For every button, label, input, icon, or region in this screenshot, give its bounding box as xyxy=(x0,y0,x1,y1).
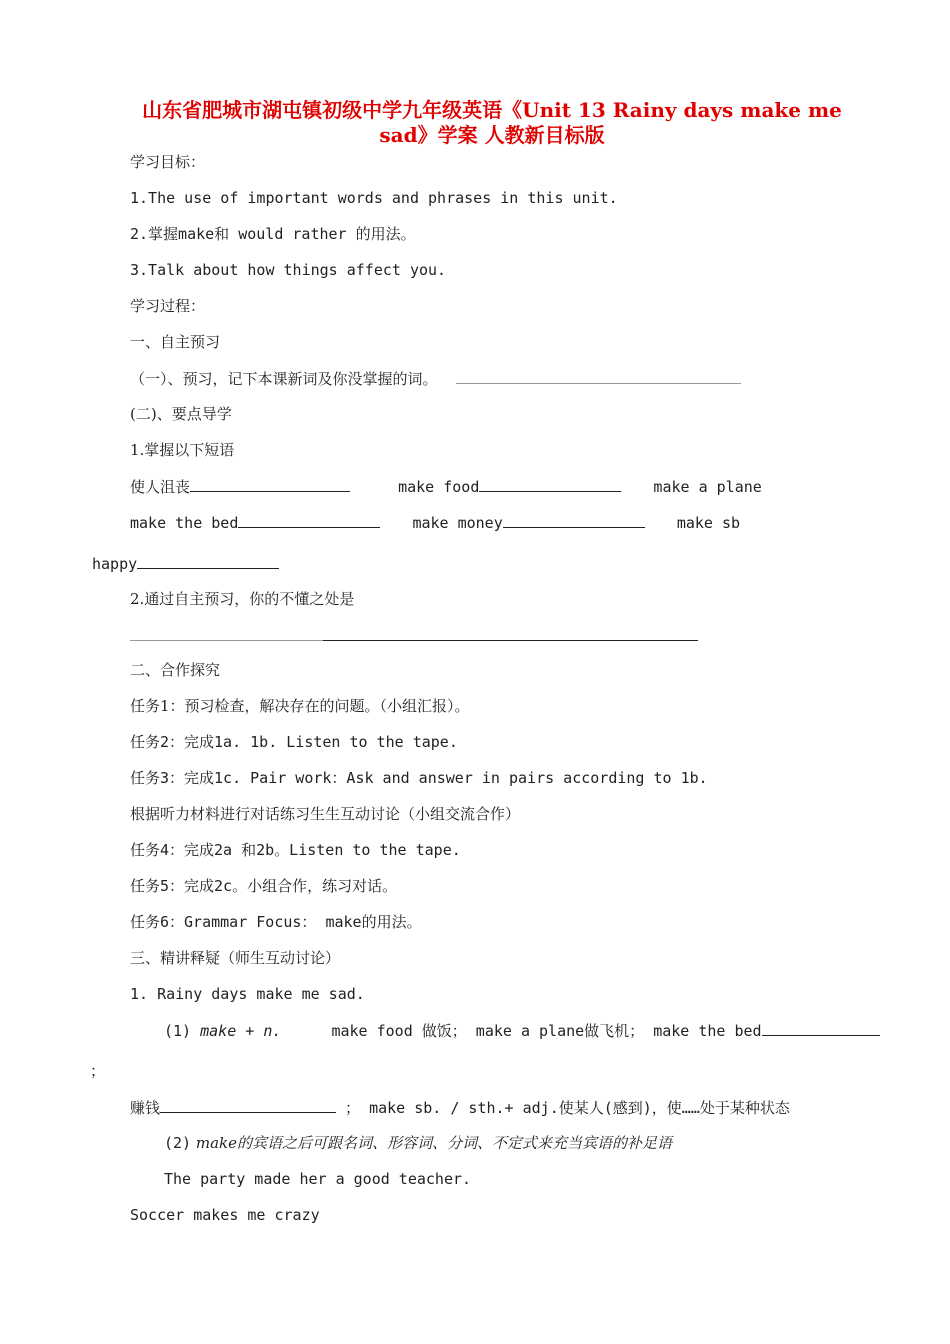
make-complement-row xyxy=(164,1133,672,1153)
sub1-formula: make + n. xyxy=(200,1022,282,1040)
key-points-heading: (二)、要点导学 xyxy=(130,405,232,423)
phrase-make-bed: make the bed xyxy=(130,514,239,532)
phrase-upset-blank[interactable] xyxy=(190,476,350,492)
phrase-make-bed-blank[interactable] xyxy=(238,512,380,528)
process-heading: 学习过程： xyxy=(130,297,206,315)
make-bed-blank[interactable] xyxy=(762,1020,880,1036)
section-self-study: 一、自主预习 xyxy=(130,333,221,351)
task-1: 任务1：预习检查，解决存在的问题。（小组汇报）。 xyxy=(130,697,470,715)
cooperation-heading: 二、合作探究 xyxy=(130,661,221,679)
sub1-label: (1) xyxy=(164,1022,192,1040)
objective-3: 3.Talk about how things affect you. xyxy=(130,261,447,279)
earn-money-label: 赚钱 xyxy=(130,1099,161,1117)
example-2: Soccer makes me crazy xyxy=(130,1206,320,1224)
title-line-1: 山东省肥城市湖屯镇初级中学九年级英语《Unit 13 Rainy days make me xyxy=(142,98,842,122)
objectives-heading: 学习目标： xyxy=(130,153,206,171)
phrase-upset: 使人沮丧 xyxy=(130,478,191,496)
objective-2: 2.掌握make和 would rather 的用法。 xyxy=(130,225,416,243)
earn-money-row xyxy=(130,1097,790,1118)
point-2: 2.通过自主预习，你的不懂之处是 xyxy=(130,590,355,608)
phrase-row-2 xyxy=(130,512,740,533)
task-5: 任务5：完成2c。小组合作，练习对话。 xyxy=(130,877,398,895)
title-line-2: sad》学案 人教新目标版 xyxy=(379,123,605,147)
earn-money-blank[interactable] xyxy=(160,1097,336,1113)
phrase-row-1 xyxy=(130,476,762,497)
phrase-make-sb: make sb xyxy=(676,514,741,532)
phrase-make-money: make money xyxy=(412,514,503,532)
preview-task xyxy=(130,368,741,389)
phrase-happy: happy xyxy=(92,555,138,573)
document-title xyxy=(92,98,892,148)
sub2-label: (2) xyxy=(164,1134,192,1152)
phrase-make-plane: make a plane xyxy=(653,478,762,496)
make-adj-text: ； make sb. / sth.+ adj.使某人(感到)，使……处于某种状态 xyxy=(345,1099,790,1117)
phrase-row-3 xyxy=(92,553,279,574)
task-3-note: 根据听力材料进行对话练习生生互动讨论（小组交流合作） xyxy=(130,805,521,823)
explanation-heading: 三、精讲释疑（师生互动讨论） xyxy=(130,949,341,967)
objective-1: 1.The use of important words and phrases in this unit. xyxy=(130,189,618,207)
sub1-text: make food 做饭； make a plane做飞机； make the bed xyxy=(331,1022,762,1040)
phrase-make-food: make food xyxy=(398,478,480,496)
semicolon: ； xyxy=(90,1062,106,1080)
new-words-blank[interactable] xyxy=(456,368,741,384)
task-2: 任务2：完成1a. 1b. Listen to the tape. xyxy=(130,733,458,751)
point-1: 1.掌握以下短语 xyxy=(130,441,235,459)
explanation-item-1: 1. Rainy days make me sad. xyxy=(130,985,365,1003)
preview-task-text: （一）、预习，记下本课新词及你没掌握的词。 xyxy=(130,370,438,388)
task-6: 任务6：Grammar Focus： make的用法。 xyxy=(130,913,422,931)
task-4: 任务4：完成2a 和2b。Listen to the tape. xyxy=(130,841,461,859)
phrase-make-money-blank[interactable] xyxy=(503,512,645,528)
make-noun-row xyxy=(164,1020,880,1041)
questions-blank-row xyxy=(130,625,698,646)
example-1: The party made her a good teacher. xyxy=(164,1170,472,1188)
phrase-happy-blank[interactable] xyxy=(137,553,279,569)
questions-blank-a[interactable] xyxy=(130,625,323,641)
task-3: 任务3：完成1c. Pair work：Ask and answer in pairs according to 1b. xyxy=(130,769,708,787)
phrase-make-food-blank[interactable] xyxy=(479,476,621,492)
questions-blank-b[interactable] xyxy=(323,625,698,641)
sub2-text: make的宾语之后可跟名词、形容词、分词、不定式来充当宾语的补足语 xyxy=(195,1134,673,1152)
